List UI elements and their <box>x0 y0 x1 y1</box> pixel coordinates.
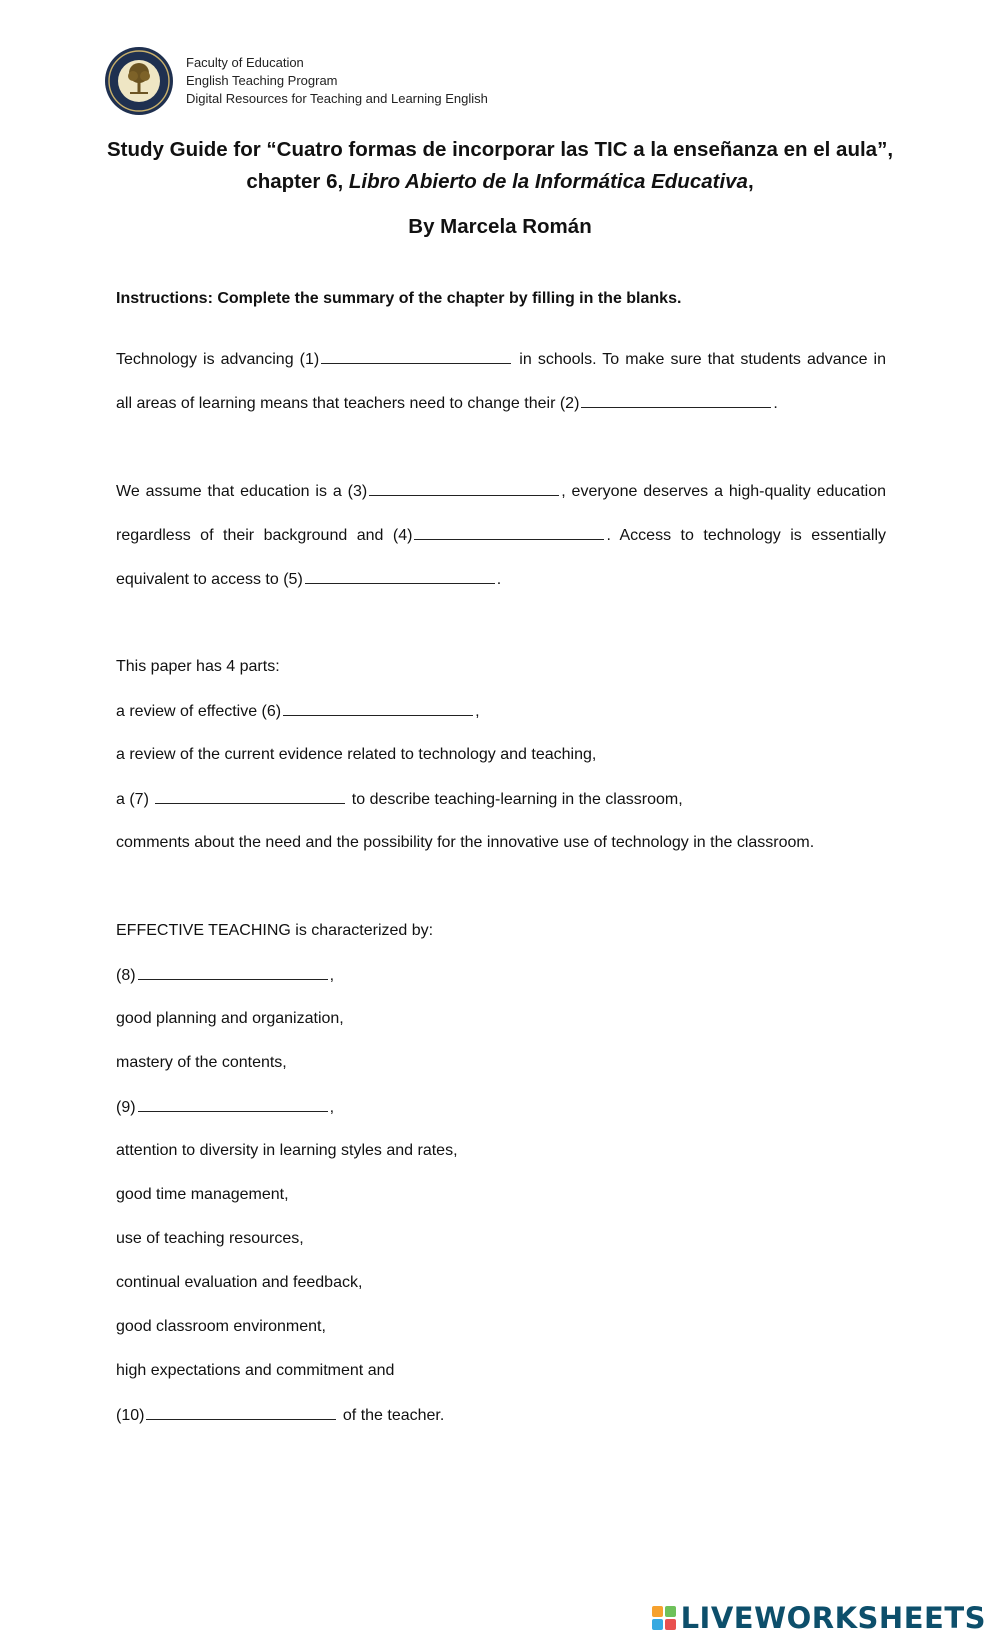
blank-3[interactable] <box>369 482 559 496</box>
effective-item-8: (8) , <box>116 967 335 984</box>
effective-teaching-intro: EFFECTIVE TEACHING is characterized by: <box>116 922 434 939</box>
parts-item-4: comments about the need and the possibility for the innovative use of technology in the classroom. <box>116 834 815 851</box>
parts-item-3: a (7) to describe teaching-learning in the classroom, <box>116 791 683 808</box>
effective-item-10: (10) of the teacher. <box>116 1407 445 1424</box>
blank-6[interactable] <box>283 702 473 716</box>
effective-item-9: (9) , <box>116 1099 335 1116</box>
effective-item-resources: use of teaching resources, <box>116 1230 304 1247</box>
document-header <box>104 46 488 116</box>
effective-item-environment: good classroom environment, <box>116 1318 326 1335</box>
effective-item-time: good time management, <box>116 1186 289 1203</box>
blank-7[interactable] <box>155 790 345 804</box>
blank-4[interactable] <box>414 526 604 540</box>
effective-item-evaluation: continual evaluation and feedback, <box>116 1274 363 1291</box>
document-title <box>100 134 900 198</box>
title-line-1: Study Guide for “Cuatro formas de incorporar las TIC a la enseñanza en el aula”, <box>106 138 894 161</box>
book-title: Libro Abierto de la Informática Educativa <box>348 170 748 193</box>
parts-item-1: a review of effective (6) , <box>116 703 480 720</box>
effective-item-planning: good planning and organization, <box>116 1010 344 1027</box>
author-byline: By Marcela Román <box>408 215 592 238</box>
university-seal-icon <box>104 46 174 116</box>
paragraph-2-line-2: regardless of their background and (4) . Access to technology is essentially <box>116 527 886 544</box>
header-line-program: English Teaching Program <box>186 73 338 88</box>
effective-item-mastery: mastery of the contents, <box>116 1054 287 1071</box>
watermark-text: LIVEWORKSHEETS <box>680 1601 986 1635</box>
paragraph-2-line-1: We assume that education is a (3) , everyone deserves a high-quality education <box>116 483 886 500</box>
parts-item-2: a review of the current evidence related to technology and teaching, <box>116 746 597 763</box>
instructions: Instructions: Complete the summary of the chapter by filling in the blanks. <box>116 290 682 307</box>
blank-10[interactable] <box>146 1406 336 1420</box>
liveworksheets-watermark[interactable] <box>651 1601 986 1635</box>
blank-8[interactable] <box>138 966 328 980</box>
title-line-2: chapter 6, Libro Abierto de la Informática Educativa, <box>246 170 754 193</box>
paragraph-1-line-1: Technology is advancing (1) in schools. To make sure that students advance in <box>116 351 886 368</box>
effective-item-expectations: high expectations and commitment and <box>116 1362 395 1379</box>
parts-intro: This paper has 4 parts: <box>116 658 280 675</box>
paragraph-2-line-3: equivalent to access to (5) . <box>116 571 502 588</box>
blank-2[interactable] <box>581 394 771 408</box>
liveworksheets-logo-icon <box>651 1605 677 1631</box>
paragraph-1-line-2: all areas of learning means that teachers need to change their (2) . <box>116 395 778 412</box>
effective-item-diversity: attention to diversity in learning styles and rates, <box>116 1142 458 1159</box>
blank-9[interactable] <box>138 1098 328 1112</box>
header-line-resources: Digital Resources for Teaching and Learning English <box>186 91 488 106</box>
header-line-faculty: Faculty of Education <box>186 55 304 70</box>
blank-5[interactable] <box>305 570 495 584</box>
blank-1[interactable] <box>321 350 511 364</box>
